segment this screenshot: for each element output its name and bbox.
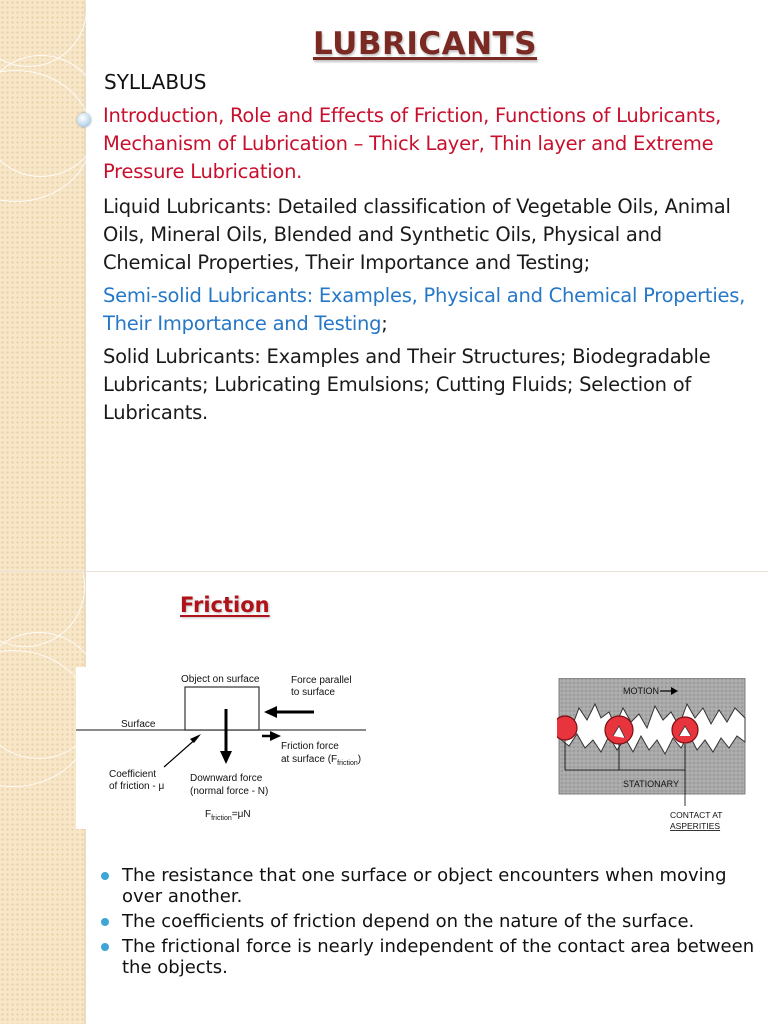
- solid-lubricants-paragraph: Solid Lubricants: Examples and Their Structures; Biodegradable Lubricants; Lubricating Emulsions; Cutting Fluids; Selection of Lubricants.: [103, 345, 711, 424]
- list-item: The frictional force is nearly independent of the contact area between the objects.: [100, 936, 760, 978]
- friction-force-label: Friction force: [281, 741, 339, 752]
- liquid-lubricants-paragraph: Liquid Lubricants: Detailed classification of Vegetable Oils, Animal Oils, Mineral Oils, Blended and Synthetic Oils, Physical and Chemical Properties, Their Importance and Testing;: [103, 195, 731, 274]
- semi-solid-text: Semi-solid Lubricants: Examples, Physical and Chemical Properties, Their Importance and Testing: [103, 284, 746, 335]
- asperities-label: ASPERITIES: [670, 821, 721, 831]
- force-parallel-label: Force parallel: [291, 675, 352, 686]
- semi-solid-suffix: ;: [381, 312, 388, 335]
- downward-force-label: Downward force: [190, 773, 263, 784]
- syllabus-label: SYLLABUS: [104, 70, 207, 94]
- friction-bullet-list: [100, 865, 760, 982]
- bullet-dot-icon: [101, 918, 109, 926]
- slide-friction: [0, 572, 768, 1024]
- list-item: The coefficients of friction depend on the nature of the surface.: [100, 911, 760, 932]
- semi-solid-lubricants-paragraph: [103, 282, 753, 338]
- section-title-friction: Friction: [180, 593, 270, 617]
- syllabus-intro-paragraph: Introduction, Role and Effects of Friction, Functions of Lubricants, Mechanism of Lubrication – Thick Layer, Thin layer and Extreme Pressure Lubrication.: [103, 104, 722, 183]
- friction-formula: $F_{friction}=\mu N$: [205, 809, 251, 822]
- object-label: Object on surface: [181, 674, 260, 685]
- bullet-dot-icon: [101, 872, 109, 880]
- asperity-contact-figure: [557, 678, 747, 838]
- friction-force-label-2: at surface $(F_{friction})$: [281, 754, 362, 767]
- force-parallel-label-2: to surface: [291, 687, 335, 698]
- contact-circle-1: [557, 716, 577, 740]
- coefficient-label-2: of friction - μ: [109, 781, 165, 792]
- object-block: [185, 687, 259, 730]
- stationary-label: STATIONARY: [623, 779, 680, 789]
- downward-force-label-2: (normal force - N): [190, 786, 269, 797]
- bullet-dot-icon: [101, 943, 109, 951]
- page-title: LUBRICANTS: [313, 26, 538, 62]
- list-item: The resistance that one surface or object encounters when moving over another.: [100, 865, 760, 907]
- friction-force-diagram: [76, 667, 376, 829]
- coefficient-label: Coefficient: [109, 769, 157, 780]
- motion-label: MOTION: [623, 686, 659, 696]
- surface-label: Surface: [121, 719, 156, 730]
- contact-label: CONTACT AT: [670, 810, 723, 820]
- decorative-bead-icon: [77, 113, 91, 127]
